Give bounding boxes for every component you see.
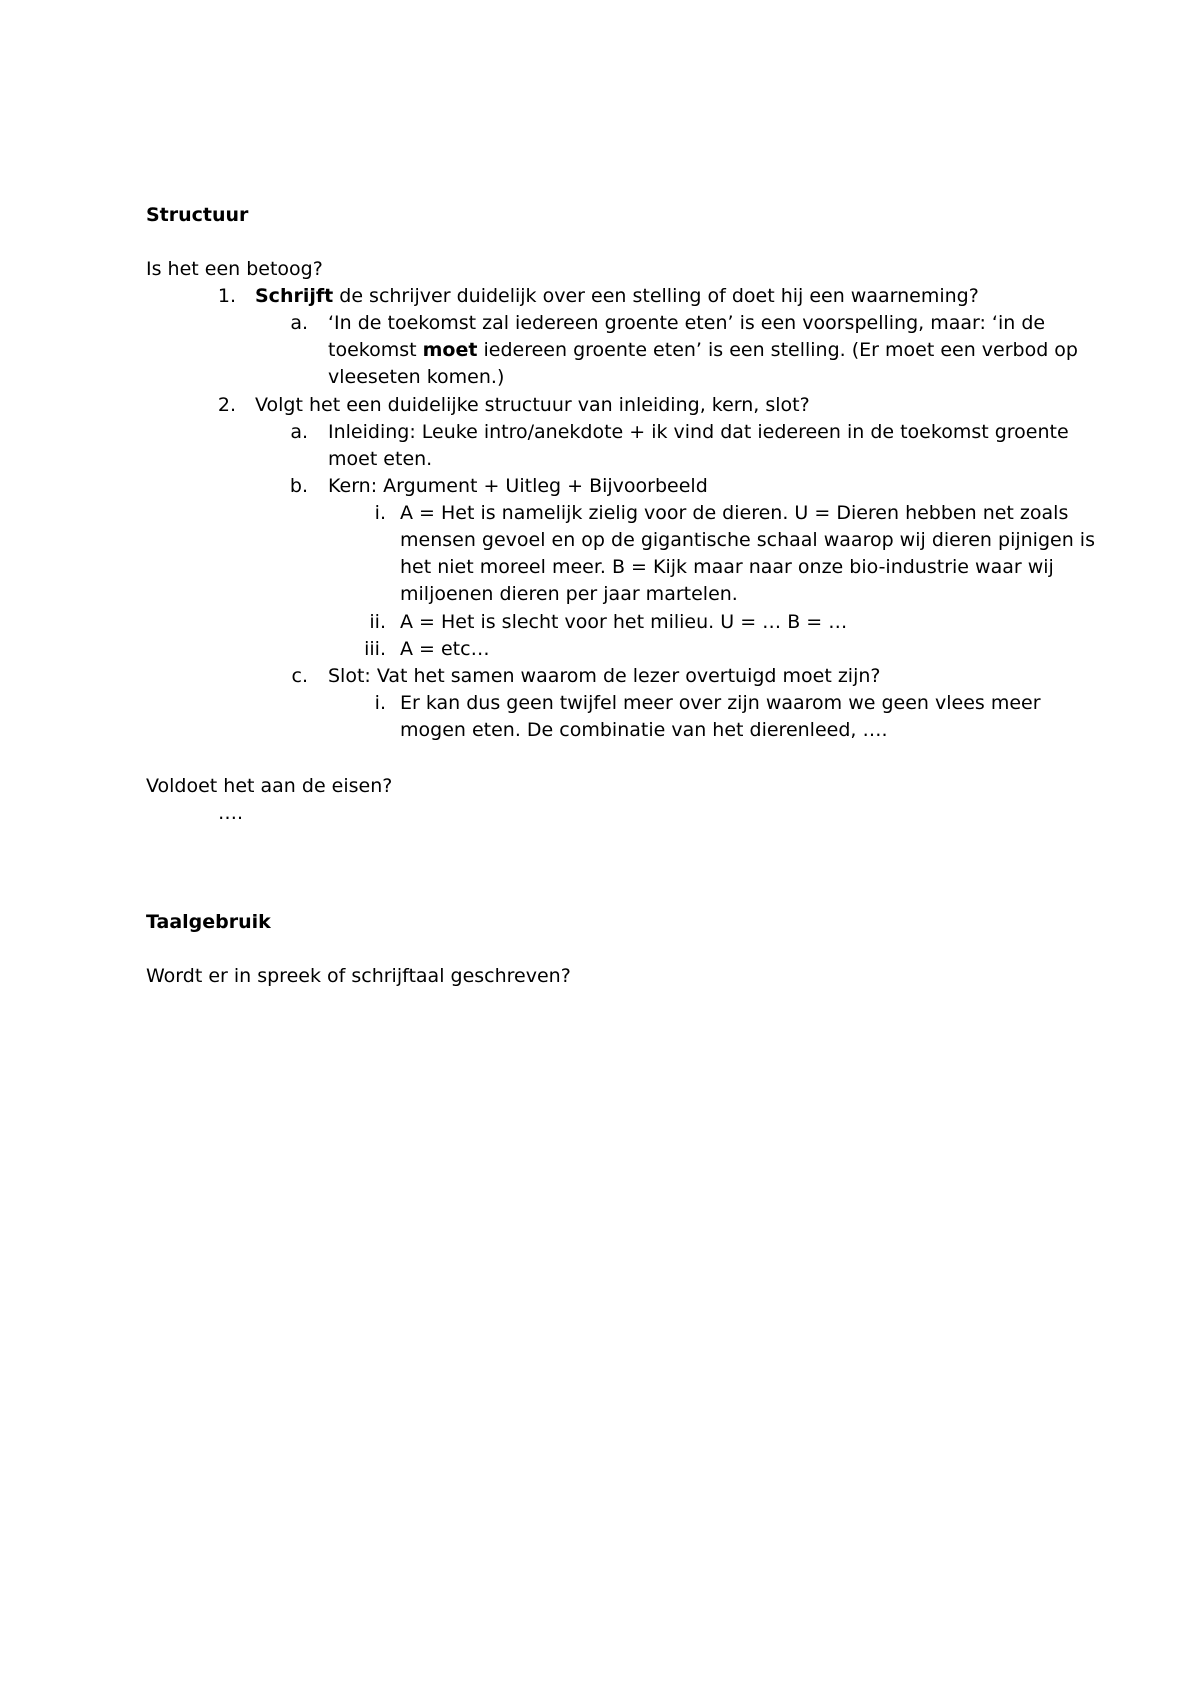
list-marker-2b-i: i. [374,502,386,524]
item-1a-line1: ‘In de toekomst zal iedereen groente eten’ is een voorspelling, maar: ‘in de [328,312,1046,334]
item-2b-ii-line1: A = Het is slecht voor het milieu. U = … B = … [400,611,848,633]
list-marker-1: 1. [217,285,236,307]
list-marker-2b: b. [289,475,308,497]
item-2b-i-line2: mensen gevoel en op de gigantische schaal waarop wij dieren pijnigen is [400,529,1095,551]
item-1-text: de schrijver duidelijk over een stelling of doet hij een waarneming? [333,285,979,307]
item-2c-i-line2: mogen eten. De combinatie van het dierenleed, …. [400,719,888,741]
item-2a-line2: moet eten. [328,448,433,470]
item-2b-i-line1: A = Het is namelijk zielig voor de dieren. U = Dieren hebben net zoals [400,502,1069,524]
list-item-2: Volgt het een duidelijke structuur van inleiding, kern, slot? [255,394,810,416]
question-spreektaal: Wordt er in spreek of schrijftaal geschreven? [146,965,571,987]
item-2b-line1: Kern: Argument + Uitleg + Bijvoorbeeld [328,475,708,497]
list-marker-1a: a. [290,312,308,334]
list-marker-2c-i: i. [374,692,386,714]
list-marker-2b-iii: iii. [364,638,386,660]
item-2b-i-line3: het niet moreel meer. B = Kijk maar naar onze bio-industrie waar wij [400,556,1054,578]
item-1a-line2-bold: moet [422,339,478,361]
item-1a-line3: vleeseten komen.) [328,366,505,388]
item-1-bold: Schrijft [255,285,334,307]
list-marker-2b-ii: ii. [369,611,386,633]
section-heading-taalgebruik: Taalgebruik [146,911,271,933]
section-heading-structuur: Structuur [146,204,249,226]
list-item-1 [255,283,979,310]
question-betoog: Is het een betoog? [146,258,323,280]
item-2b-iii-line1: A = etc… [400,638,490,660]
answer-eisen: …. [218,802,244,824]
list-marker-2c: c. [291,665,308,687]
list-marker-2: 2. [217,394,236,416]
question-eisen: Voldoet het aan de eisen? [146,775,393,797]
list-marker-2a: a. [290,421,308,443]
item-2c-line1: Slot: Vat het samen waarom de lezer overtuigd moet zijn? [328,665,881,687]
item-2c-i-line1: Er kan dus geen twijfel meer over zijn waarom we geen vlees meer [400,692,1041,714]
item-1a-line2-pre: toekomst [328,339,423,361]
item-2a-line1: Inleiding: Leuke intro/anekdote + ik vind dat iedereen in de toekomst groente [328,421,1069,443]
item-1a-line2 [328,337,1078,364]
item-1a-line2-post: iedereen groente eten’ is een stelling. (Er moet een verbod op [477,339,1078,361]
item-2b-i-line4: miljoenen dieren per jaar martelen. [400,583,738,605]
